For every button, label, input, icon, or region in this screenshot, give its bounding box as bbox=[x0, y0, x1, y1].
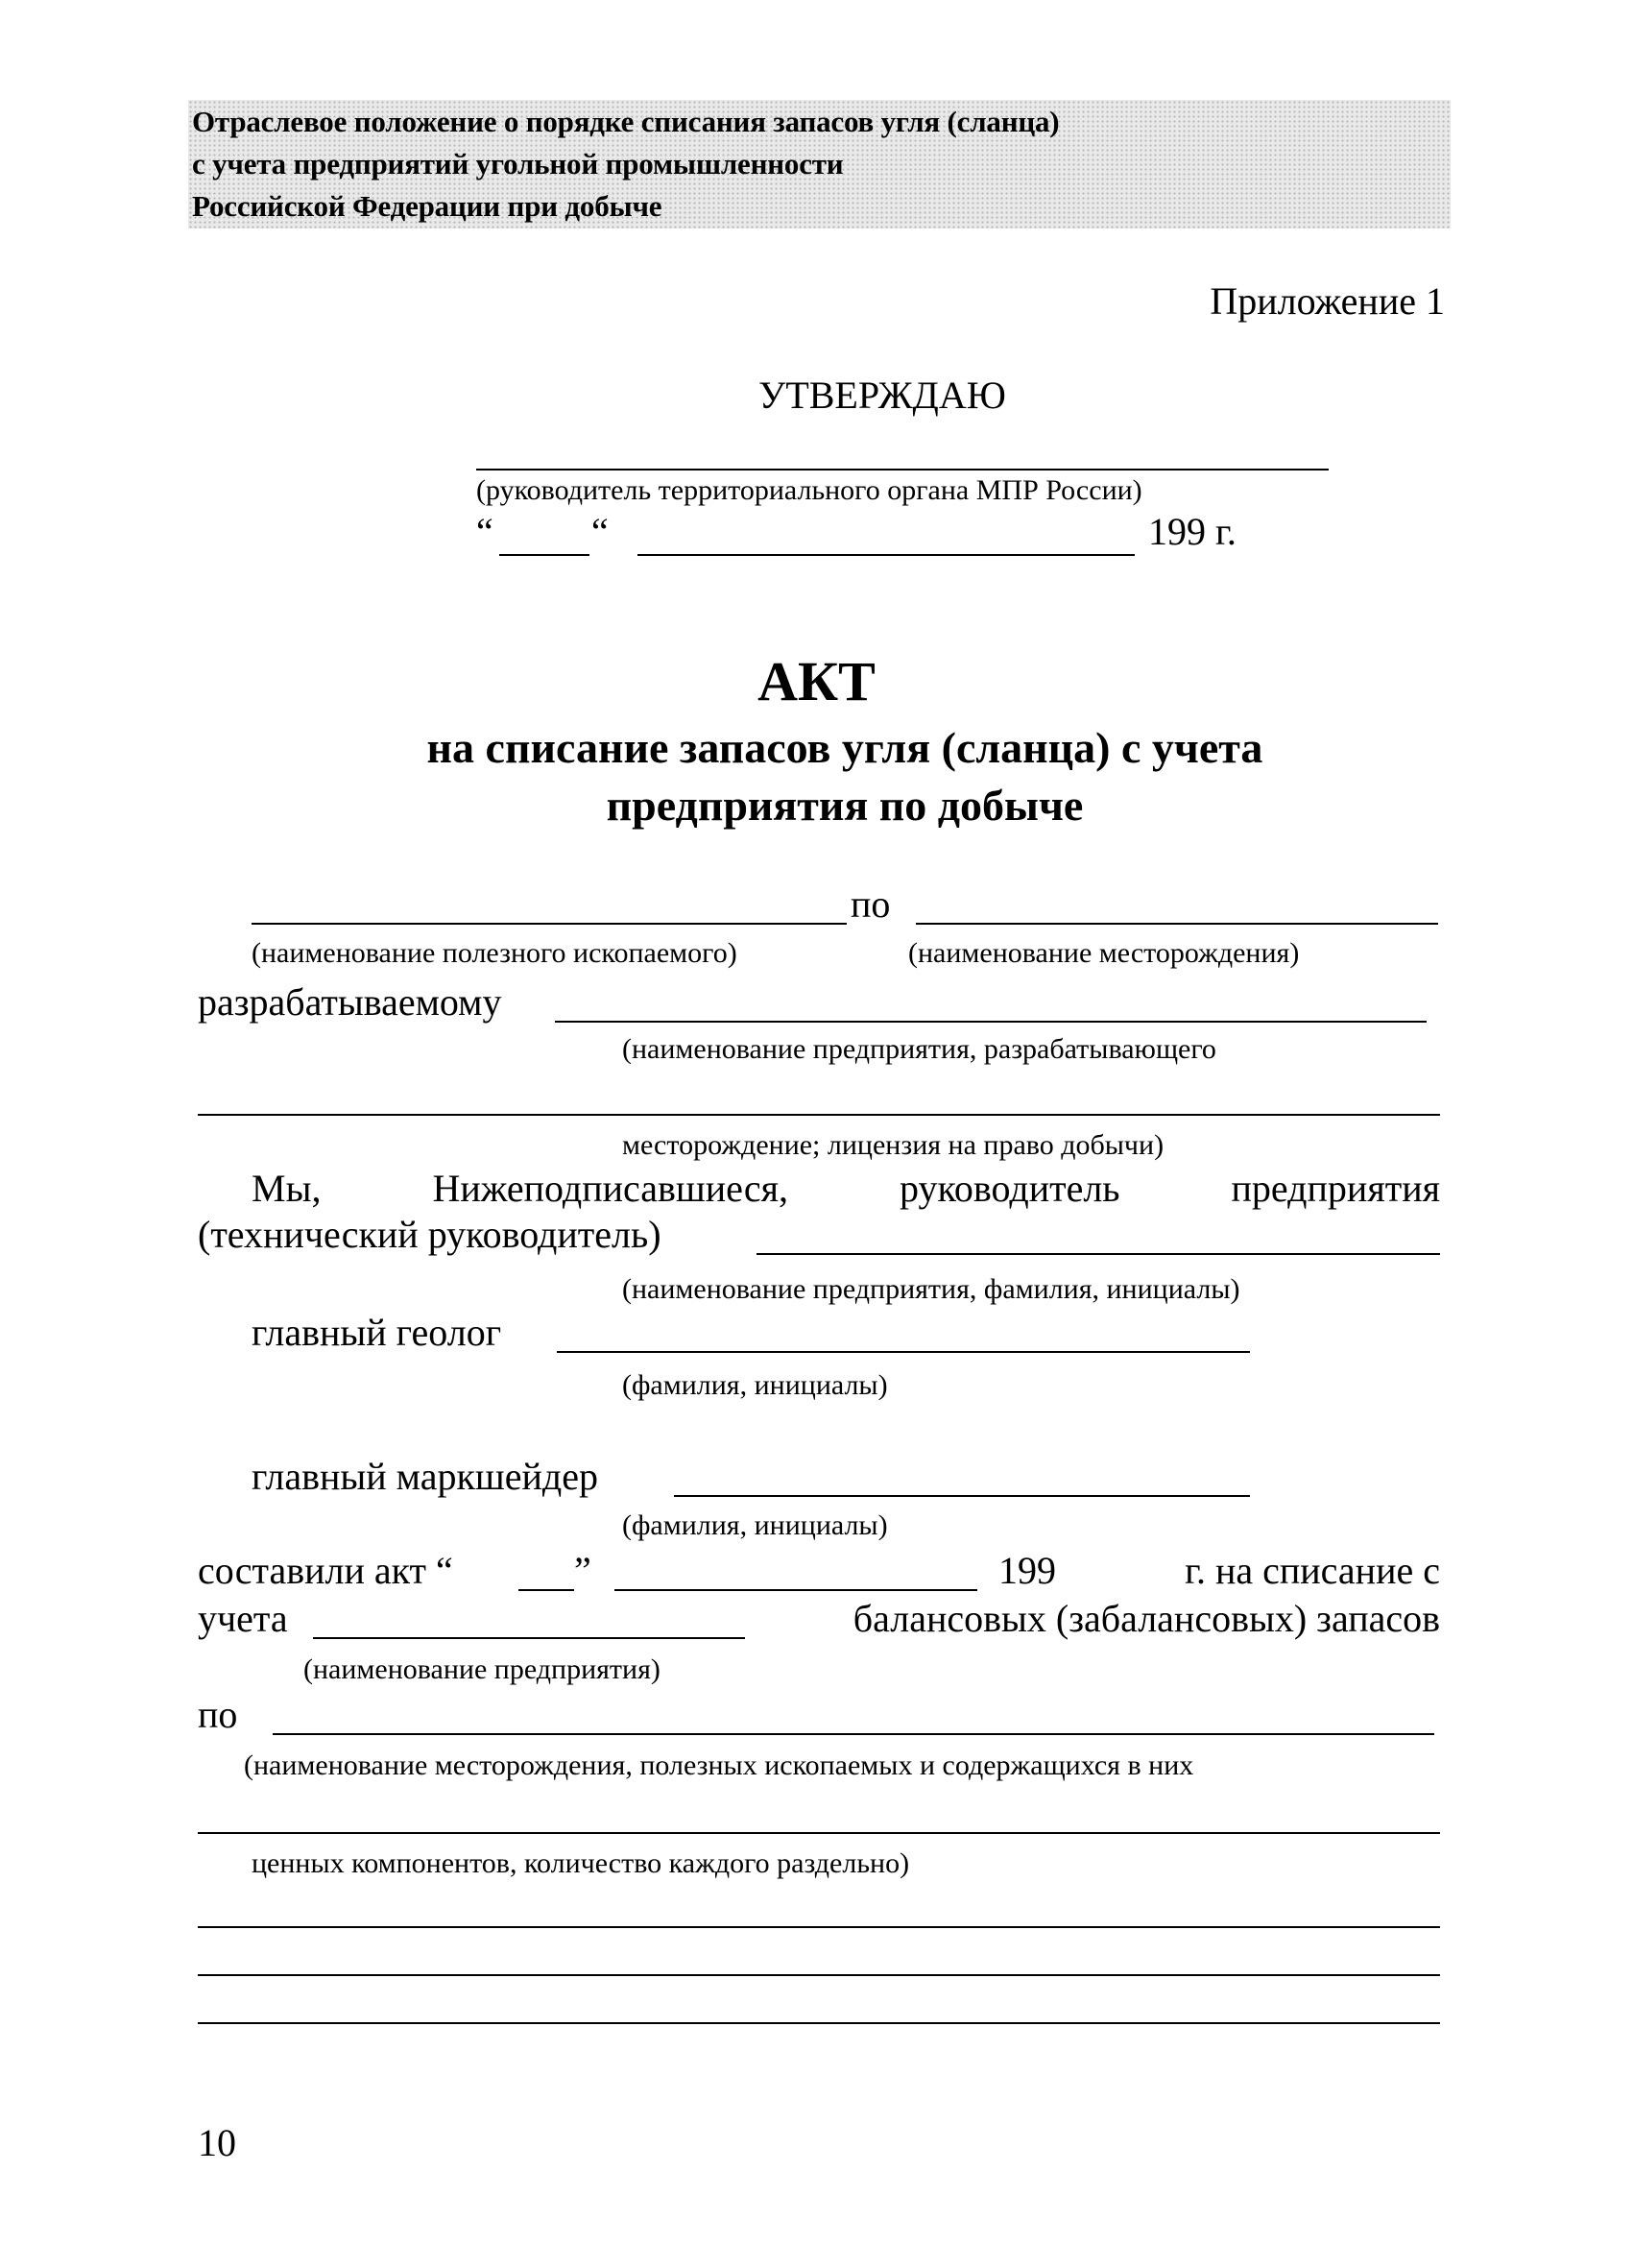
caption-components-2: ценных компонентов, количество каждого раздельно) bbox=[252, 1847, 910, 1879]
header-line-1: Отраслевое положение о порядке списания запасов угля (сланца) bbox=[192, 105, 1060, 138]
caption-name-2: (фамилия, инициалы) bbox=[622, 1509, 888, 1541]
we-word-3: руководитель bbox=[900, 1167, 1120, 1210]
enterprise-line-2 bbox=[198, 1114, 1440, 1116]
act-title: АКТ bbox=[757, 650, 876, 712]
po-label-2: по bbox=[198, 1693, 238, 1736]
record-label: учета bbox=[198, 1597, 288, 1640]
compiled-label: составили акт “ bbox=[198, 1549, 453, 1592]
we-word-4: предприятия bbox=[1231, 1167, 1440, 1210]
developed-label: разрабатываемому bbox=[198, 980, 502, 1024]
blank-line-1 bbox=[198, 1926, 1440, 1928]
appendix-label: Приложение 1 bbox=[1210, 279, 1445, 323]
approval-title: УТВЕРЖДАЮ bbox=[758, 374, 1006, 417]
tech-manager-line bbox=[756, 1253, 1440, 1255]
chief-geologist-line bbox=[557, 1351, 1250, 1353]
developed-line bbox=[555, 1021, 1427, 1023]
approval-caption: (руководитель территориального органа МПР России) bbox=[476, 474, 1142, 506]
act-subtitle-2: предприятия по добыче bbox=[606, 781, 1084, 830]
chief-surveyor-label: главный маркшейдер bbox=[252, 1455, 598, 1498]
blank-line-2 bbox=[198, 1974, 1440, 1976]
chief-geologist-label: главный геолог bbox=[252, 1311, 502, 1354]
tech-manager-label: (технический руководитель) bbox=[198, 1213, 661, 1256]
compiled-quote: ” bbox=[574, 1549, 591, 1592]
deposit-components-line bbox=[273, 1733, 1434, 1735]
header-line-3: Российской Федерации при добыче bbox=[192, 189, 662, 223]
approval-signature-line bbox=[476, 469, 1329, 470]
components-line-2 bbox=[198, 1832, 1440, 1834]
caption-enterprise-short: (наименование предприятия) bbox=[303, 1653, 660, 1685]
caption-name-1: (фамилия, инициалы) bbox=[622, 1369, 888, 1401]
header-line-2: с учета предприятий угольной промышленности bbox=[192, 147, 844, 181]
deposit-line bbox=[916, 923, 1438, 925]
approval-quote-open: “ bbox=[476, 510, 493, 553]
caption-deposit: (наименование месторождения) bbox=[908, 937, 1300, 969]
undersigned-line bbox=[252, 1166, 1440, 1211]
act-subtitle-1: на списание запасов угля (сланца) с учета bbox=[426, 723, 1263, 772]
approval-month-line bbox=[637, 554, 1135, 556]
record-enterprise-line bbox=[313, 1637, 745, 1639]
we-word-2: Нижеподписавшиеся, bbox=[432, 1167, 789, 1210]
chief-surveyor-line bbox=[674, 1495, 1250, 1497]
caption-enterprise-2: месторождение; лицензия на право добычи) bbox=[622, 1129, 1165, 1161]
caption-components-1: (наименование месторождения, полезных ископаемых и содержащихся в них bbox=[244, 1749, 1194, 1781]
mineral-line bbox=[252, 923, 847, 925]
caption-enterprise-1: (наименование предприятия, разрабатывающего bbox=[622, 1033, 1216, 1065]
caption-enterprise-name: (наименование предприятия, фамилия, инициалы) bbox=[622, 1273, 1240, 1305]
we-word-1: Мы, bbox=[252, 1167, 322, 1210]
compiled-year: 199 bbox=[998, 1549, 1056, 1592]
compiled-month-line bbox=[614, 1589, 977, 1591]
po-label: по bbox=[851, 882, 891, 926]
approval-day-line bbox=[499, 554, 589, 556]
page-number: 10 bbox=[198, 2121, 236, 2164]
approval-year: 199 г. bbox=[1148, 510, 1237, 553]
compiled-day-line bbox=[518, 1589, 574, 1591]
record-tail: балансовых (забалансовых) запасов bbox=[853, 1597, 1440, 1640]
blank-line-3 bbox=[198, 2022, 1440, 2024]
caption-mineral: (наименование полезного ископаемого) bbox=[252, 937, 737, 969]
compiled-tail: г. на списание с bbox=[1185, 1549, 1440, 1592]
approval-quote-close: “ bbox=[591, 510, 609, 553]
